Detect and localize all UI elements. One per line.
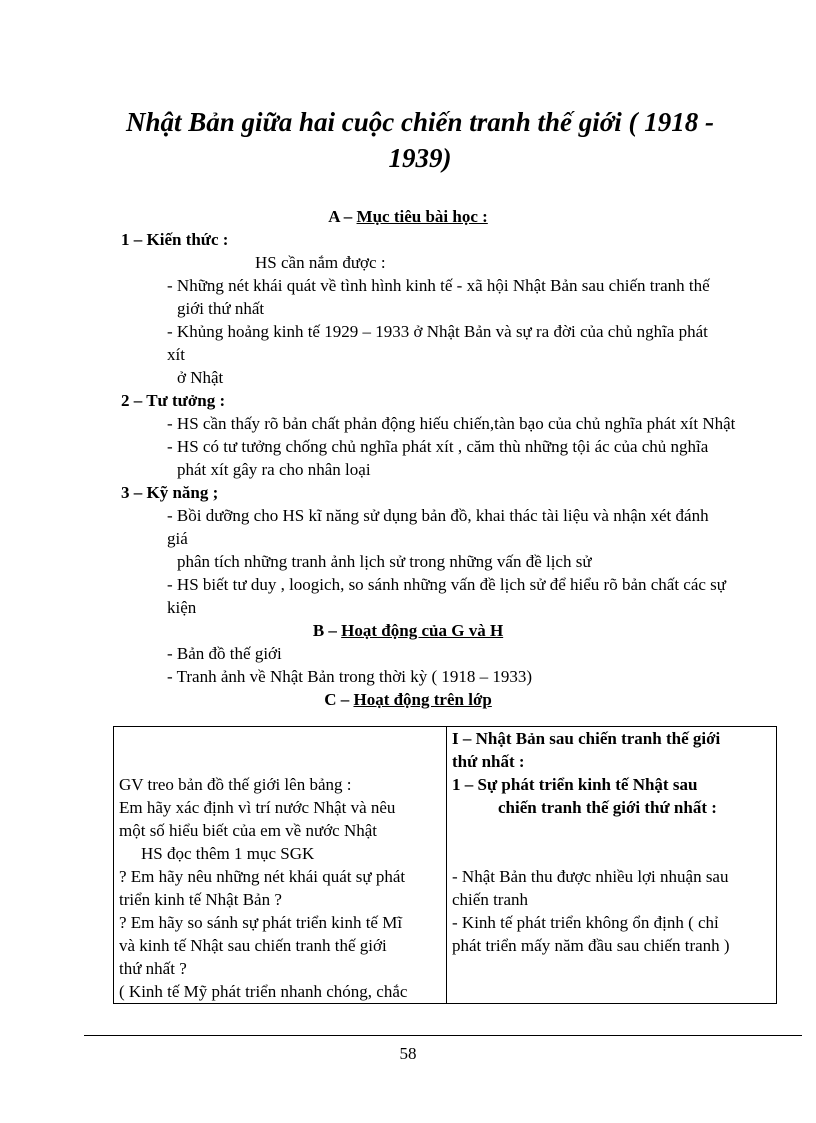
page-title: Nhật Bản giữa hai cuộc chiến tranh thế giới ( 1918 - 1939): [126, 107, 714, 173]
skills-line: phân tích những tranh ảnh lịch sử trong những vấn đề lịch sử: [177, 552, 592, 571]
section-c-prefix: C –: [324, 690, 354, 709]
thought-heading: 2 – Tư tưởng :: [121, 391, 226, 410]
skills-heading: 3 – Kỹ năng ;: [121, 483, 219, 502]
knowledge-line: ở Nhật: [177, 368, 224, 387]
activity-line: thứ nhất ?: [119, 959, 187, 978]
skills-line: giá: [167, 529, 188, 548]
activity-line: và kinh tế Nhật sau chiến tranh thế giới: [119, 936, 387, 955]
content-subheading: 1 – Sự phát triển kinh tế Nhật sau: [452, 775, 698, 794]
knowledge-line: - Những nét khái quát về tình hình kinh tế - xã hội Nhật Bản sau chiến tranh thế: [167, 276, 710, 295]
content-line: chiến tranh: [452, 890, 528, 909]
section-a-prefix: A –: [328, 207, 357, 226]
section-c-heading: [0, 688, 816, 711]
activity-line: HS đọc thêm 1 mục SGK: [141, 844, 315, 863]
section-a-heading: [0, 205, 816, 228]
thought-line: phát xít gây ra cho nhân loại: [177, 460, 371, 479]
content-line: phát triển mấy năm đầu sau chiến tranh ): [452, 936, 730, 955]
knowledge-heading: 1 – Kiến thức :: [121, 230, 229, 249]
activity-line: triển kinh tế Nhật Bản ?: [119, 890, 282, 909]
section-b-heading: [0, 619, 816, 642]
thought-line: - HS có tư tưởng chống chủ nghĩa phát xít , căm thù những tội ác của chủ nghĩa: [167, 437, 709, 456]
knowledge-line: - Khủng hoảng kinh tế 1929 – 1933 ở Nhật Bản và sự ra đời của chủ nghĩa phát: [167, 322, 708, 341]
content-line: - Kinh tế phát triển không ổn định ( chỉ: [452, 913, 719, 932]
content-subheading: chiến tranh thế giới thứ nhất :: [498, 798, 717, 817]
knowledge-line: xít: [167, 345, 185, 364]
skills-line: - HS biết tư duy , loogich, so sánh những vấn đề lịch sử để hiểu rõ bản chất các sự: [167, 575, 727, 594]
content-cell: [447, 727, 777, 1004]
section-b-prefix: B –: [312, 621, 342, 640]
section-b-line: - Bản đồ thế giới: [167, 644, 282, 663]
section-c-title: Hoạt động trên lớp: [353, 690, 492, 709]
content-line: - Nhật Bản thu được nhiều lợi nhuận sau: [452, 867, 729, 886]
section-b-title: Hoạt động của G và H: [341, 621, 504, 640]
knowledge-intro: HS cần nắm được :: [255, 253, 386, 272]
lesson-table: [113, 726, 777, 1004]
knowledge-line: giới thứ nhất: [177, 299, 265, 318]
activity-line: một số hiểu biết của em về nước Nhật: [119, 821, 378, 840]
activity-line: Em hãy xác định vì trí nước Nhật và nêu: [119, 798, 396, 817]
content-heading: I – Nhật Bản sau chiến tranh thế giới: [452, 729, 721, 748]
section-a-title: Mục tiêu bài học :: [356, 207, 488, 226]
content-heading: thứ nhất :: [452, 752, 525, 771]
activity-line: ? Em hãy nêu những nét khái quát sự phát: [119, 867, 406, 886]
page-number: 58: [399, 1044, 417, 1063]
skills-line: kiện: [167, 598, 197, 617]
teacher-activity-cell: [114, 727, 447, 1004]
skills-line: - Bồi dưỡng cho HS kĩ năng sử dụng bản đồ, khai thác tài liệu và nhận xét đánh: [167, 506, 709, 525]
activity-line: ? Em hãy so sánh sự phát triển kinh tế Mĩ: [119, 913, 403, 932]
activity-line: GV treo bản đồ thế giới lên bảng :: [119, 775, 352, 794]
activity-line: ( Kinh tế Mỹ phát triển nhanh chóng, chắc: [119, 982, 408, 1001]
footer-divider: [84, 1035, 802, 1036]
thought-line: - HS cần thấy rõ bản chất phản động hiếu chiến,tàn bạo của chủ nghĩa phát xít Nhật: [167, 414, 736, 433]
section-b-line: - Tranh ảnh về Nhật Bản trong thời kỳ ( 1918 – 1933): [167, 667, 533, 686]
